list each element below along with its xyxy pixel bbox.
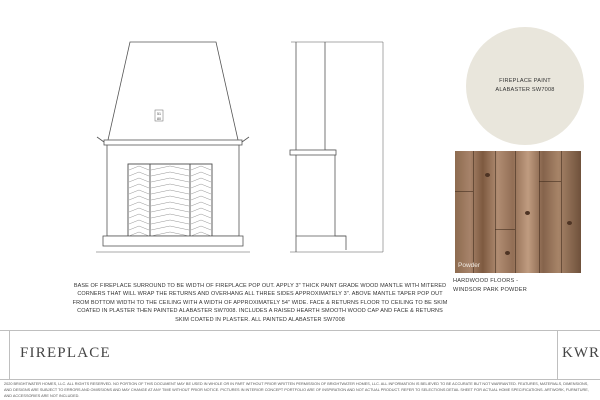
hearth	[103, 236, 243, 246]
mantle-bracket-left	[97, 137, 104, 142]
herringbone-stroke	[191, 178, 201, 182]
herringbone-stroke	[139, 178, 149, 182]
herringbone-stroke	[201, 202, 211, 206]
herringbone-stroke	[201, 196, 211, 200]
herringbone-stroke	[139, 232, 149, 236]
herringbone-stroke	[191, 166, 201, 170]
herringbone-stroke	[201, 184, 211, 188]
fireplace-description: BASE OF FIREPLACE SURROUND TO BE WIDTH OF FIREPLACE POP OUT. APPLY 3" THICK PAINT GRADE WOOD MANTLE WITH MITERED CORNERS THAT WILL WRAP THE RETURNS AND OVERHANG ALL THREE SIDES APPROXIMATELY 3". ABOVE MANTLE TAPER POP OUT FROM BOTTOM WIDTH TO THE CEILING WITH A WIDTH OF APPROXIMATELY 54" WIDE. FACE & RETURNS FLOOR TO CEILING TO BE SKIM COATED IN PLASTER THEN PAINTED ALABASTER SW7008. INCLUDES A RAISED HEARTH SMOOTH WOOD CAP AND FACE & RETURNS SKIM COATED IN PLASTER. ALL PAINTED ALABASTER SW7008	[72, 283, 448, 323]
floor-sample-overlay-label: Powder	[458, 262, 481, 269]
paint-swatch-label-line1: FIREPLACE PAINT	[499, 78, 551, 84]
herringbone-stroke	[151, 178, 170, 182]
herringbone-stroke	[191, 226, 201, 230]
mantle-shelf	[104, 140, 242, 145]
herringbone-stroke	[129, 220, 139, 224]
floor-caption-line2: WINDSOR PARK POWDER	[453, 286, 527, 293]
herringbone-stroke	[201, 166, 211, 170]
herringbone-stroke	[191, 208, 201, 212]
firebox-panel-left	[128, 164, 150, 236]
herringbone-stroke	[129, 232, 139, 236]
herringbone-stroke	[170, 172, 189, 176]
herringbone-stroke	[201, 172, 211, 176]
herringbone-tile-pattern	[129, 166, 211, 236]
herringbone-stroke	[139, 172, 149, 176]
herringbone-stroke	[170, 184, 189, 188]
herringbone-stroke	[201, 226, 211, 230]
herringbone-stroke	[151, 226, 170, 230]
herringbone-stroke	[139, 184, 149, 188]
herringbone-stroke	[151, 202, 170, 206]
mantle-section	[290, 150, 336, 155]
herringbone-stroke	[191, 214, 201, 218]
herringbone-stroke	[129, 178, 139, 182]
herringbone-stroke	[151, 220, 170, 224]
herringbone-stroke	[139, 190, 149, 194]
floor-sample-caption	[453, 277, 593, 294]
herringbone-stroke	[191, 190, 201, 194]
herringbone-stroke	[129, 166, 139, 170]
herringbone-stroke	[129, 214, 139, 218]
chimney-taper-outline	[108, 42, 238, 140]
herringbone-stroke	[201, 190, 211, 194]
herringbone-stroke	[170, 226, 189, 230]
hardwood-floor-sample-image	[455, 151, 581, 273]
side-section	[290, 42, 383, 252]
sheet-title: FIREPLACE	[20, 345, 111, 361]
firebox-panel-right	[190, 164, 212, 236]
herringbone-stroke	[139, 226, 149, 230]
herringbone-stroke	[170, 202, 189, 206]
paint-swatch-label-line2: ALABASTER SW7008	[495, 87, 555, 93]
herringbone-stroke	[129, 226, 139, 230]
herringbone-stroke	[129, 184, 139, 188]
herringbone-stroke	[170, 232, 189, 236]
title-bar	[0, 330, 600, 380]
herringbone-stroke	[151, 214, 170, 218]
herringbone-stroke	[201, 232, 211, 236]
herringbone-stroke	[151, 166, 170, 170]
herringbone-stroke	[201, 178, 211, 182]
herringbone-stroke	[170, 190, 189, 194]
herringbone-stroke	[139, 208, 149, 212]
herringbone-stroke	[151, 196, 170, 200]
dim-tag-top: 51	[157, 112, 161, 116]
mantle-bracket-right	[242, 137, 249, 142]
herringbone-stroke	[170, 214, 189, 218]
firebox-opening	[128, 164, 212, 236]
herringbone-stroke	[139, 202, 149, 206]
herringbone-stroke	[129, 190, 139, 194]
herringbone-stroke	[139, 214, 149, 218]
herringbone-stroke	[170, 166, 189, 170]
herringbone-stroke	[201, 214, 211, 218]
herringbone-stroke	[191, 220, 201, 224]
herringbone-stroke	[151, 184, 170, 188]
herringbone-stroke	[139, 196, 149, 200]
herringbone-stroke	[201, 220, 211, 224]
brand-mark: KWR	[562, 345, 600, 361]
herringbone-stroke	[170, 178, 189, 182]
herringbone-stroke	[170, 220, 189, 224]
herringbone-stroke	[151, 172, 170, 176]
legal-disclaimer: 2020 BRIGHTWATER HOMES, LLC. ALL RIGHTS RESERVED. NO PORTION OF THIS DOCUMENT MAY BE USED IN WHOLE OR IN PART WITHOUT PRIOR WRITTEN PERMISSION OF BRIGHTWATER HOMES, LLC. ALL INFORMATION IS BELIEVED TO BE ACCURATE BUT NOT WARRANTED. FEATURES, MATERIALS, DIMENSIONS, AND DESIGNS ARE SUBJECT TO ERRORS AND OMISSIONS AND MAY CHANGE AT ANY TIME WITHOUT PRIOR NOTICE. PICTURES IN INTERIOR CONCEPT PORTFOLIO ARE OF INSPIRATION AND NOT ACTUAL PRODUCT. REFER TO SELECTIONS DETAIL SHEET FOR ACTUAL HOME SPECIFICATIONS. ARTWORK, FURNITURE, AND ACCESSORIES ARE NOT INCLUDED.	[4, 382, 589, 398]
herringbone-stroke	[191, 232, 201, 236]
floor-caption-line1: HARDWOOD FLOORS -	[453, 278, 519, 284]
herringbone-stroke	[139, 166, 149, 170]
herringbone-stroke	[170, 196, 189, 200]
paint-swatch	[466, 27, 584, 145]
dim-tag-bottom: 80	[157, 117, 161, 121]
herringbone-stroke	[151, 208, 170, 212]
herringbone-stroke	[139, 220, 149, 224]
title-bar-divider	[557, 331, 558, 379]
herringbone-stroke	[191, 172, 201, 176]
chimney-profile	[325, 42, 346, 250]
title-bar-left-rule	[9, 331, 10, 379]
herringbone-stroke	[191, 202, 201, 206]
herringbone-stroke	[191, 196, 201, 200]
herringbone-stroke	[151, 190, 170, 194]
herringbone-stroke	[191, 184, 201, 188]
herringbone-stroke	[129, 202, 139, 206]
herringbone-stroke	[170, 208, 189, 212]
herringbone-stroke	[129, 196, 139, 200]
herringbone-stroke	[151, 232, 170, 236]
herringbone-stroke	[129, 172, 139, 176]
dimension-tag	[155, 110, 163, 121]
herringbone-stroke	[129, 208, 139, 212]
herringbone-stroke	[201, 208, 211, 212]
